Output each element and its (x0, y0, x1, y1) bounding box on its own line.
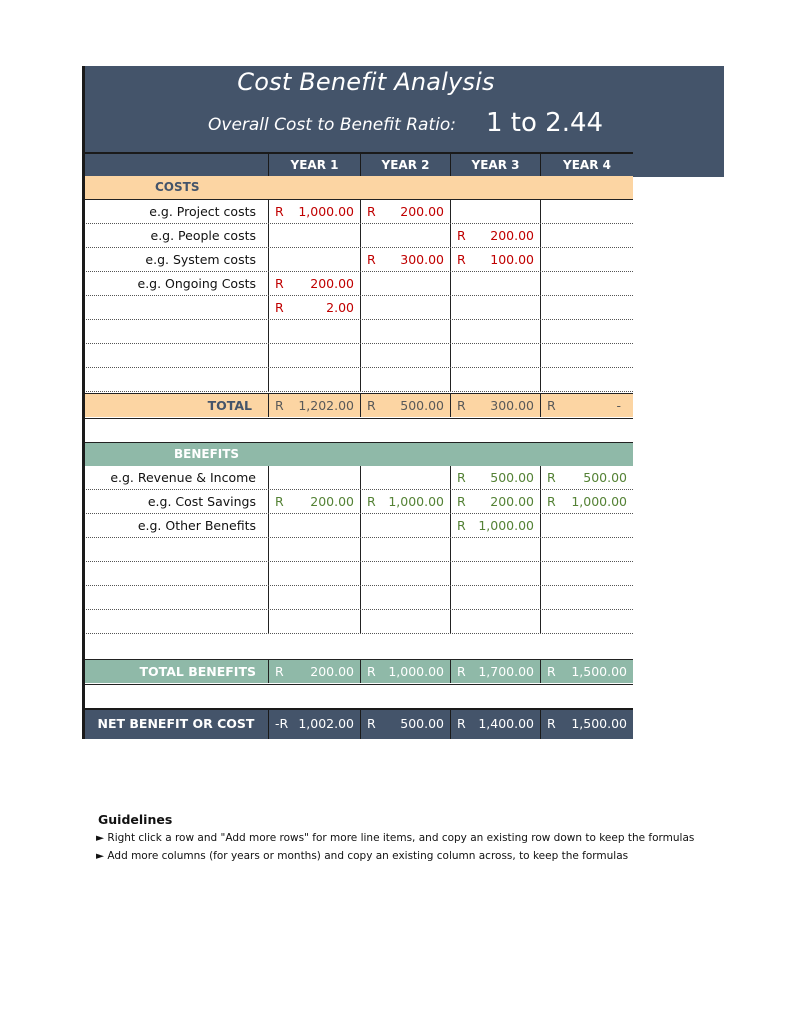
line-item-label[interactable]: e.g. System costs (145, 252, 256, 267)
ratio-label: Overall Cost to Benefit Ratio: (208, 115, 456, 135)
benefits-total-year-1-cell[interactable] (268, 660, 360, 683)
benefits-line-year-4-cell[interactable] (540, 514, 633, 537)
year-header-3[interactable]: YEAR 3 (450, 154, 540, 178)
costs-line-year-1-cell[interactable] (268, 368, 360, 391)
benefits-line-year-4-cell[interactable] (540, 538, 633, 561)
currency-symbol: R (457, 518, 466, 533)
costs-line-year-3-cell[interactable] (450, 320, 540, 343)
costs-line-year-3-cell[interactable] (450, 224, 540, 247)
costs-line-year-2-cell[interactable] (360, 368, 450, 391)
benefits-section-header (84, 442, 633, 466)
costs-line-year-2-cell[interactable] (360, 248, 450, 271)
currency-symbol: R (275, 204, 284, 219)
cell-value: 200.00 (490, 228, 534, 243)
costs-line-year-4-cell[interactable] (540, 272, 633, 295)
costs-total-label: TOTAL (207, 398, 252, 413)
net-benefit-year-4-cell[interactable] (540, 710, 633, 739)
currency-symbol: R (547, 664, 556, 679)
costs-line-year-3-cell[interactable] (450, 248, 540, 271)
cell-value: 1,202.00 (298, 398, 354, 413)
costs-line-year-4-cell[interactable] (540, 248, 633, 271)
costs-line-year-3-cell[interactable] (450, 368, 540, 391)
costs-line-year-1-cell[interactable] (268, 248, 360, 271)
line-item-label[interactable]: e.g. Revenue & Income (110, 470, 256, 485)
year-header-4[interactable]: YEAR 4 (540, 154, 633, 178)
costs-line-year-4-cell[interactable] (540, 200, 633, 223)
benefits-line-year-1-cell[interactable] (268, 586, 360, 609)
spacer-row (84, 684, 633, 708)
sheet-left-border (82, 66, 85, 739)
cell-value: 500.00 (490, 470, 534, 485)
currency-symbol: R (275, 398, 284, 413)
costs-line-year-1-cell[interactable] (268, 272, 360, 295)
benefits-line-item-row (84, 490, 633, 514)
currency-symbol: R (547, 494, 556, 509)
line-item-label[interactable] (84, 562, 268, 585)
line-item-label[interactable] (84, 610, 268, 633)
cell-value: 200.00 (400, 204, 444, 219)
benefits-total-row (84, 659, 633, 683)
benefits-line-item-row (84, 514, 633, 538)
costs-line-item-row (84, 368, 633, 392)
line-item-label[interactable] (84, 586, 268, 609)
currency-symbol: R (367, 252, 376, 267)
costs-line-item-row (84, 224, 633, 248)
currency-symbol: R (547, 398, 556, 413)
benefits-heading: BENEFITS (174, 447, 240, 461)
currency-symbol: R (275, 494, 284, 509)
costs-line-year-3-cell[interactable] (450, 200, 540, 223)
costs-line-year-2-cell[interactable] (360, 224, 450, 247)
benefits-line-year-3-cell[interactable] (450, 538, 540, 561)
net-benefit-label: NET BENEFIT OR COST (97, 716, 255, 731)
currency-symbol: R (547, 716, 556, 731)
net-benefit-year-2-cell[interactable] (360, 710, 450, 739)
costs-line-year-4-cell[interactable] (540, 368, 633, 391)
cell-value: 500.00 (400, 716, 444, 731)
benefits-line-year-4-cell[interactable] (540, 466, 633, 489)
currency-symbol: R (457, 252, 466, 267)
benefits-line-item-row (84, 562, 633, 586)
costs-total-year-4-cell[interactable] (540, 394, 633, 417)
costs-line-year-1-cell[interactable] (268, 320, 360, 343)
guideline-item: ► Add more columns (for years or months) and copy an existing column across, to keep the formulas (96, 850, 629, 862)
cell-value: 1,002.00 (298, 716, 354, 731)
benefits-total-label: TOTAL BENEFITS (139, 664, 256, 679)
costs-line-year-4-cell[interactable] (540, 224, 633, 247)
benefits-line-year-1-cell[interactable] (268, 490, 360, 513)
line-item-label[interactable]: e.g. Other Benefits (137, 518, 256, 533)
currency-symbol: R (367, 664, 376, 679)
benefits-total-year-2-cell[interactable] (360, 660, 450, 683)
cell-value: 200.00 (490, 494, 534, 509)
costs-line-year-4-cell[interactable] (540, 296, 633, 319)
benefits-line-year-3-cell[interactable] (450, 466, 540, 489)
benefits-line-year-1-cell[interactable] (268, 562, 360, 585)
line-item-label[interactable] (84, 320, 268, 343)
benefits-total-year-4-cell[interactable] (540, 660, 633, 683)
costs-line-year-4-cell[interactable] (540, 344, 633, 367)
cell-value: 1,000.00 (571, 494, 627, 509)
costs-total-year-3-cell[interactable] (450, 394, 540, 417)
guidelines-heading: Guidelines (98, 812, 173, 827)
line-item-label[interactable]: e.g. People costs (150, 228, 256, 243)
cell-value: - (616, 398, 621, 413)
line-item-label[interactable] (84, 296, 268, 319)
cell-value: 300.00 (400, 252, 444, 267)
benefits-line-year-2-cell[interactable] (360, 586, 450, 609)
currency-symbol: R (275, 664, 284, 679)
benefits-line-year-3-cell[interactable] (450, 610, 540, 633)
cell-value: 1,500.00 (571, 664, 627, 679)
costs-line-item-row (84, 272, 633, 296)
costs-line-year-2-cell[interactable] (360, 200, 450, 223)
benefits-line-year-4-cell[interactable] (540, 586, 633, 609)
benefits-line-year-4-cell[interactable] (540, 562, 633, 585)
benefits-line-year-2-cell[interactable] (360, 466, 450, 489)
cell-value: 200.00 (310, 664, 354, 679)
costs-line-year-1-cell[interactable] (268, 224, 360, 247)
benefits-total-year-3-cell[interactable] (450, 660, 540, 683)
benefits-line-item-row (84, 610, 633, 634)
costs-line-year-2-cell[interactable] (360, 272, 450, 295)
benefits-line-year-4-cell[interactable] (540, 490, 633, 513)
benefits-line-year-3-cell[interactable] (450, 514, 540, 537)
benefits-line-year-2-cell[interactable] (360, 610, 450, 633)
currency-symbol: R (367, 494, 376, 509)
line-item-label[interactable]: e.g. Project costs (149, 204, 256, 219)
costs-line-item-row (84, 248, 633, 272)
ratio-value: 1 to 2.44 (486, 108, 604, 138)
cell-value: 1,000.00 (478, 518, 534, 533)
cell-value: 200.00 (310, 276, 354, 291)
currency-symbol: -R (275, 716, 289, 731)
currency-symbol: R (457, 494, 466, 509)
costs-line-year-1-cell[interactable] (268, 344, 360, 367)
costs-line-year-1-cell[interactable] (268, 200, 360, 223)
benefits-line-year-1-cell[interactable] (268, 610, 360, 633)
cell-value: 500.00 (583, 470, 627, 485)
line-item-label[interactable] (84, 368, 268, 391)
currency-symbol: R (367, 398, 376, 413)
cell-value: 1,000.00 (388, 664, 444, 679)
benefits-line-item-row (84, 538, 633, 562)
cell-value: 1,700.00 (478, 664, 534, 679)
benefits-line-year-1-cell[interactable] (268, 514, 360, 537)
currency-symbol: R (457, 398, 466, 413)
benefits-line-year-2-cell[interactable] (360, 562, 450, 585)
sheet-title: Cost Benefit Analysis (237, 68, 495, 96)
benefits-line-year-3-cell[interactable] (450, 586, 540, 609)
benefits-line-year-4-cell[interactable] (540, 610, 633, 633)
currency-symbol: R (367, 204, 376, 219)
costs-line-year-2-cell[interactable] (360, 320, 450, 343)
costs-total-row (84, 393, 633, 417)
costs-line-item-row (84, 320, 633, 344)
costs-section-header (84, 176, 633, 200)
benefits-line-year-3-cell[interactable] (450, 562, 540, 585)
currency-symbol: R (275, 300, 284, 315)
currency-symbol: R (457, 716, 466, 731)
year-header-1[interactable]: YEAR 1 (268, 154, 360, 178)
currency-symbol: R (457, 664, 466, 679)
benefits-line-year-2-cell[interactable] (360, 490, 450, 513)
cell-value: 100.00 (490, 252, 534, 267)
cell-value: 2.00 (326, 300, 354, 315)
costs-line-item-row (84, 200, 633, 224)
benefits-line-year-2-cell[interactable] (360, 514, 450, 537)
costs-line-year-4-cell[interactable] (540, 320, 633, 343)
costs-line-year-3-cell[interactable] (450, 344, 540, 367)
currency-symbol: R (275, 276, 284, 291)
benefits-line-item-row (84, 466, 633, 490)
costs-line-year-2-cell[interactable] (360, 296, 450, 319)
cell-value: 1,000.00 (388, 494, 444, 509)
line-item-label[interactable] (84, 538, 268, 561)
benefits-line-year-1-cell[interactable] (268, 538, 360, 561)
cell-value: 200.00 (310, 494, 354, 509)
costs-line-item-row (84, 296, 633, 320)
spacer-row (84, 418, 633, 442)
costs-line-year-3-cell[interactable] (450, 296, 540, 319)
currency-symbol: R (547, 470, 556, 485)
cell-value: 300.00 (490, 398, 534, 413)
guideline-item: ► Right click a row and "Add more rows" for more line items, and copy an existing row down to keep the formulas (96, 832, 695, 844)
cell-value: 1,500.00 (571, 716, 627, 731)
costs-total-year-2-cell[interactable] (360, 394, 450, 417)
cell-value: 1,000.00 (298, 204, 354, 219)
costs-line-year-1-cell[interactable] (268, 296, 360, 319)
cell-value: 500.00 (400, 398, 444, 413)
costs-line-item-row (84, 344, 633, 368)
currency-symbol: R (457, 228, 466, 243)
benefits-line-item-row (84, 586, 633, 610)
cell-value: 1,400.00 (478, 716, 534, 731)
costs-total-year-1-cell[interactable] (268, 394, 360, 417)
benefits-line-year-3-cell[interactable] (450, 490, 540, 513)
year-header-row (84, 152, 633, 176)
net-benefit-row (84, 708, 633, 739)
costs-line-year-3-cell[interactable] (450, 272, 540, 295)
currency-symbol: R (457, 470, 466, 485)
line-item-label[interactable]: e.g. Ongoing Costs (137, 276, 256, 291)
line-item-label[interactable]: e.g. Cost Savings (147, 494, 256, 509)
benefits-line-year-1-cell[interactable] (268, 466, 360, 489)
costs-line-year-2-cell[interactable] (360, 344, 450, 367)
line-item-label[interactable] (84, 344, 268, 367)
net-benefit-year-3-cell[interactable] (450, 710, 540, 739)
currency-symbol: R (367, 716, 376, 731)
year-header-2[interactable]: YEAR 2 (360, 154, 450, 178)
costs-heading: COSTS (155, 180, 200, 194)
net-benefit-year-1-cell[interactable] (268, 710, 360, 739)
benefits-line-year-2-cell[interactable] (360, 538, 450, 561)
